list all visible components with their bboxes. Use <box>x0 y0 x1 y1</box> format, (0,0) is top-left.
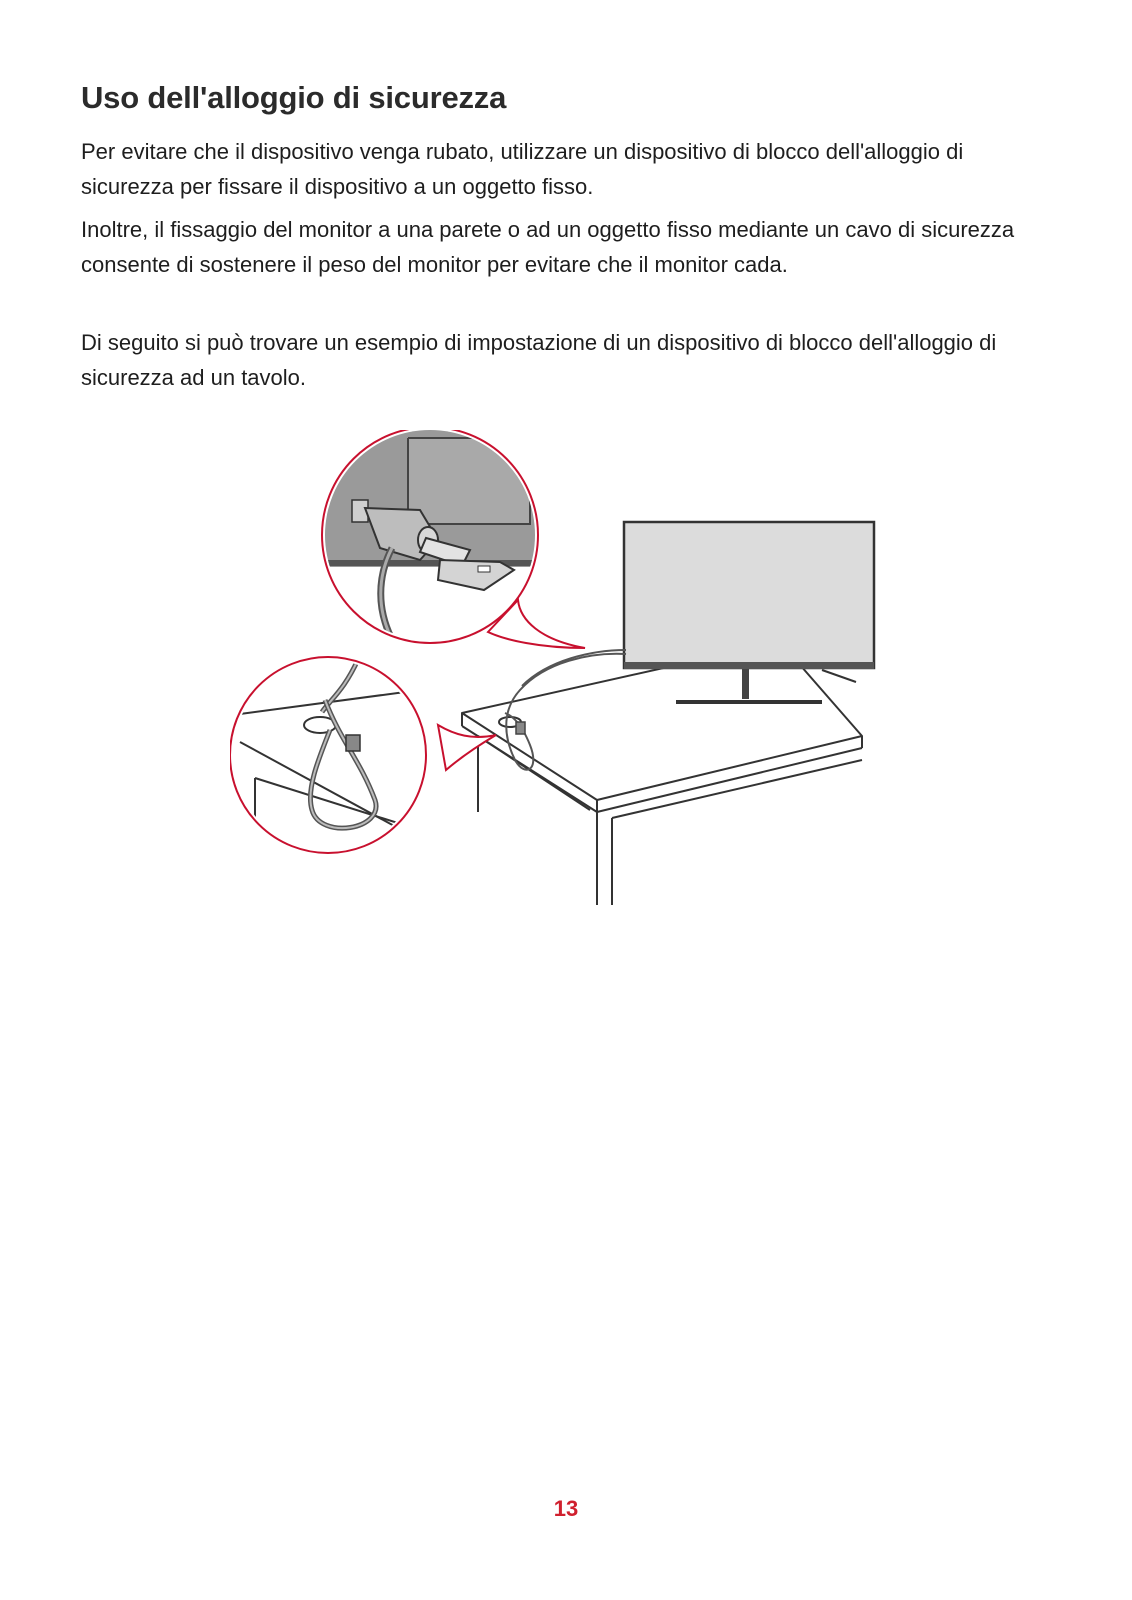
table <box>462 642 862 905</box>
page-title: Uso dell'alloggio di sicurezza <box>81 80 507 115</box>
paragraph-intro: Per evitare che il dispositivo venga rubato, utilizzare un dispositivo di blocco dell'alloggio di sicurezza per fissare il dispositivo a un oggetto fisso. <box>81 139 964 199</box>
cable-loop-callout <box>230 655 496 860</box>
page-number: 13 <box>553 1496 579 1521</box>
lock-closeup-callout <box>320 430 585 648</box>
security-lock-illustration <box>230 430 890 910</box>
paragraph-example: Di seguito si può trovare un esempio di impostazione di un dispositivo di blocco dell'alloggio di sicurezza ad un tavolo. <box>81 330 997 390</box>
paragraph-wall-mount: Inoltre, il fissaggio del monitor a una parete o ad un oggetto fisso mediante un cavo di sicurezza consente di sostenere il peso del monitor per evitare che il monitor cada. <box>81 217 1015 277</box>
